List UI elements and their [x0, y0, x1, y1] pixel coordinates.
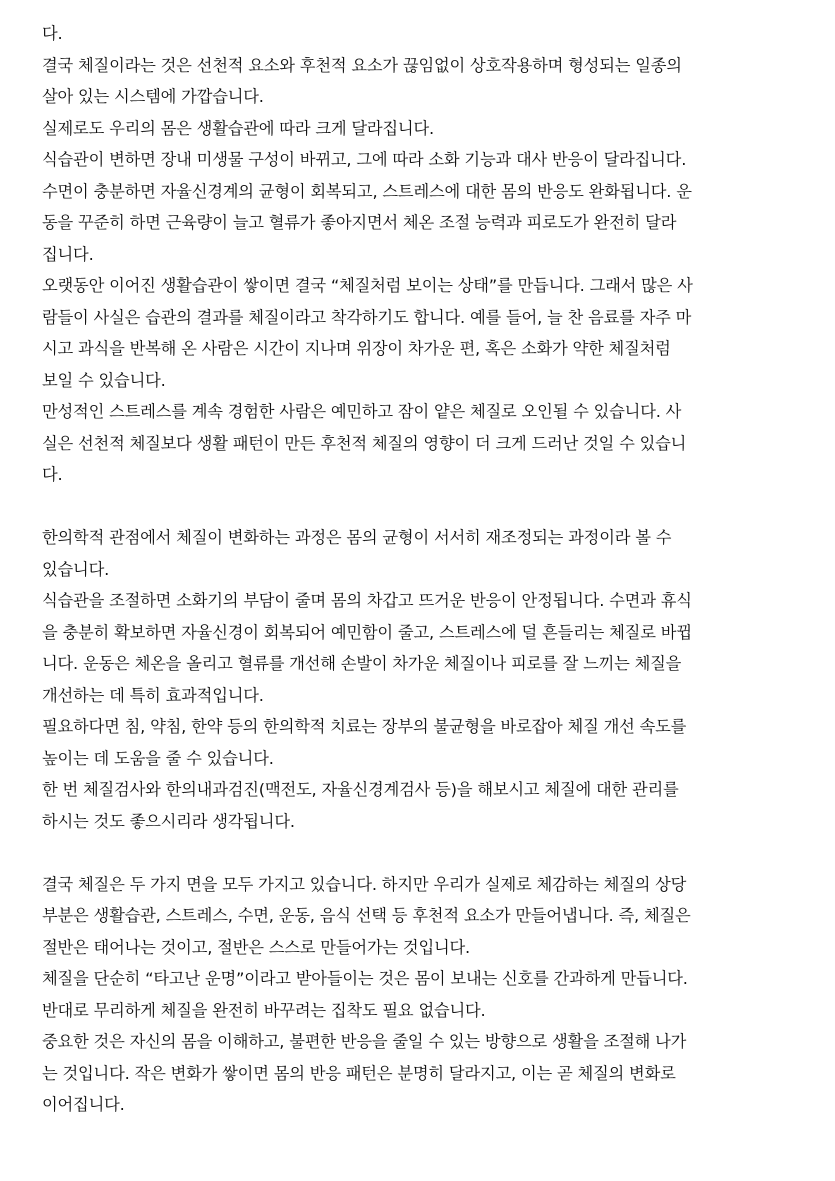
text-line: 실제로도 우리의 몸은 생활습관에 따라 크게 달라집니다. — [42, 118, 434, 138]
document-body — [42, 18, 794, 1121]
text-line: 체질을 단순히 “타고난 운명”이라고 받아들이는 것은 몸이 보내는 신호를 간과하게 만듭니다. — [42, 969, 688, 988]
text-line: 을 충분히 확보하면 자율신경이 회복되어 예민함이 줄고, 스트레스에 덜 흔들리는 체질로 바뀝 — [42, 622, 692, 642]
text-line: 반대로 무리하게 체질을 완전히 바꾸려는 집착도 필요 없습니다. — [42, 1000, 486, 1020]
text-line: 식습관이 변하면 장내 미생물 구성이 바뀌고, 그에 따라 소화 기능과 대사 반응이 달라집니다. — [42, 150, 687, 169]
text-line: 살아 있는 시스템에 가깝습니다. — [42, 87, 264, 106]
text-line: 결국 체질이라는 것은 선천적 요소와 후천적 요소가 끊임없이 상호작용하며 형성되는 일종의 — [42, 55, 682, 75]
text-line: 다. — [42, 465, 63, 484]
text-line: 수면이 충분하면 자율신경계의 균형이 회복되고, 스트레스에 대한 몸의 반응도 완화됩니다. 운 — [42, 181, 692, 201]
text-line: 이어집니다. — [42, 1095, 125, 1114]
paragraph-3 — [42, 869, 794, 1121]
text-line: 시고 과식을 반복해 온 사람은 시간이 지나며 위장이 차가운 편, 혹은 소화가 약한 체질처럼 — [42, 339, 671, 358]
text-line: 니다. 운동은 체온을 올리고 혈류를 개선해 손발이 차가운 체질이나 피로를 잘 느끼는 체질을 — [42, 654, 682, 673]
text-line: 실은 선천적 체질보다 생활 패턴이 만든 후천적 체질의 영향이 더 크게 드러난 것일 수 있습니 — [42, 433, 687, 453]
text-line: 하시는 것도 좋으시리라 생각됩니다. — [42, 811, 295, 831]
text-line: 결국 체질은 두 가지 면을 모두 가지고 있습니다. 하지만 우리가 실제로 체감하는 체질의 상당 — [42, 874, 687, 894]
text-line: 는 것입니다. 작은 변화가 쌓이면 몸의 반응 패턴은 분명히 달라지고, 이는 곧 체질의 변화로 — [42, 1063, 676, 1083]
paragraph-2 — [42, 522, 794, 837]
text-line: 절반은 태어나는 것이고, 절반은 스스로 만들어가는 것입니다. — [42, 937, 470, 957]
text-line: 다. — [42, 24, 63, 43]
paragraph-1 — [42, 18, 794, 491]
text-line: 보일 수 있습니다. — [42, 370, 166, 390]
text-line: 집니다. — [42, 244, 94, 264]
paragraph-spacer — [42, 837, 794, 869]
text-line: 있습니다. — [42, 559, 110, 579]
text-line: 개선하는 데 특히 효과적입니다. — [42, 685, 264, 705]
text-line: 중요한 것은 자신의 몸을 이해하고, 불편한 반응을 줄일 수 있는 방향으로 생활을 조절해 나가 — [42, 1032, 687, 1051]
text-line: 한의학적 관점에서 체질이 변화하는 과정은 몸의 균형이 서서히 재조정되는 과정이라 볼 수 — [42, 528, 672, 547]
text-line: 람들이 사실은 습관의 결과를 체질이라고 착각하기도 합니다. 예를 들어, 늘 찬 음료를 자주 마 — [42, 307, 692, 327]
text-line: 필요하다면 침, 약침, 한약 등의 한의학적 치료는 장부의 불균형을 바로잡아 체질 개선 속도를 — [42, 717, 687, 736]
text-line: 식습관을 조절하면 소화기의 부담이 줄며 몸의 차갑고 뜨거운 반응이 안정됩니다. 수면과 휴식 — [42, 591, 692, 610]
text-line: 만성적인 스트레스를 계속 경험한 사람은 예민하고 잠이 얕은 체질로 오인될 수 있습니다. 사 — [42, 402, 682, 421]
text-line: 부분은 생활습관, 스트레스, 수면, 운동, 음식 선택 등 후천적 요소가 만들어냅니다. 즉, 체질은 — [42, 906, 691, 925]
paragraph-spacer — [42, 491, 794, 523]
text-line: 한 번 체질검사와 한의내과검진(맥전도, 자율신경계검사 등)을 해보시고 체질에 대한 관리를 — [42, 780, 679, 799]
text-line: 오랫동안 이어진 생활습관이 쌓이면 결국 “체질처럼 보이는 상태”를 만듭니다. 그래서 많은 사 — [42, 276, 693, 295]
text-line: 높이는 데 도움을 줄 수 있습니다. — [42, 748, 274, 768]
text-line: 동을 꾸준히 하면 근육량이 늘고 혈류가 좋아지면서 체온 조절 능력과 피로도가 완전히 달라 — [42, 213, 677, 232]
